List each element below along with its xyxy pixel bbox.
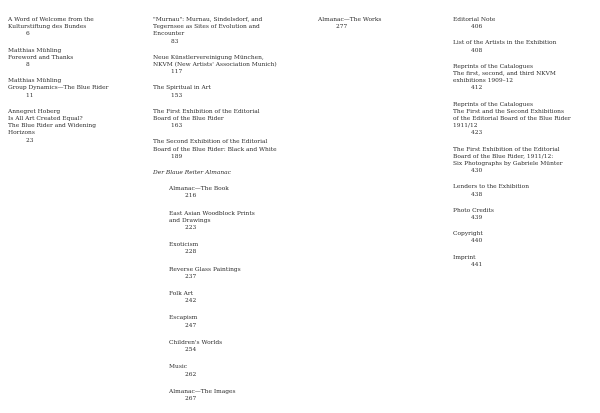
toc-section-heading: Der Blaue Reiter Almanac bbox=[153, 170, 231, 177]
toc-subentries bbox=[153, 186, 293, 403]
toc-subentry bbox=[169, 291, 293, 305]
toc-entry bbox=[453, 184, 593, 198]
toc-entry-title: East Asian Woodblock Prints and Drawings bbox=[169, 210, 255, 224]
toc-entry-page: 117 bbox=[171, 69, 183, 76]
toc-entry-page: 216 bbox=[185, 193, 197, 200]
toc-entry-title: Reverse Glass Paintings bbox=[169, 266, 241, 273]
toc-entry-page: 163 bbox=[171, 123, 183, 130]
toc-entry bbox=[8, 78, 148, 100]
toc-subentry bbox=[169, 211, 293, 233]
toc-entry-title: The Spiritual in Art bbox=[153, 85, 211, 92]
toc-entry bbox=[153, 139, 293, 161]
toc-entry bbox=[453, 17, 593, 31]
toc-entry-title: Reprints of the Catalogues The first, second, and third NKVM exhibitions 1909–12 bbox=[453, 63, 556, 85]
toc-entry bbox=[453, 147, 593, 176]
toc-subentry bbox=[169, 340, 293, 354]
toc-subentry bbox=[169, 364, 293, 378]
toc-entry bbox=[153, 55, 293, 77]
toc-entry-title: "Murnau": Murnau, Sindelsdorf, and Tegernsee as Sites of Evolution and Encounter bbox=[153, 17, 263, 38]
toc-entry-page: 440 bbox=[471, 238, 483, 245]
toc-entry-page: 228 bbox=[185, 249, 197, 256]
toc-entry-title: List of the Artists in the Exhibition bbox=[453, 40, 557, 47]
toc-entry-title: Folk Art bbox=[169, 291, 194, 298]
toc-subentry bbox=[169, 242, 293, 256]
toc-column-1 bbox=[8, 17, 148, 154]
toc-entry-title: The First Exhibition of the Editorial Board of the Blue Rider bbox=[153, 108, 260, 123]
toc-entry-page: 6 bbox=[26, 31, 30, 38]
toc-entry-page: 242 bbox=[185, 298, 197, 305]
toc-entry-title: Almanac—The Works bbox=[318, 17, 382, 23]
toc-entry bbox=[453, 231, 593, 245]
toc-entry-title: Escapism bbox=[169, 315, 198, 322]
toc-entry-title: Lenders to the Exhibition bbox=[453, 184, 530, 191]
toc-entry-page: 412 bbox=[471, 85, 483, 92]
toc-entry-title: Children's Worlds bbox=[169, 339, 223, 346]
toc-entry-page: 237 bbox=[185, 273, 197, 280]
toc-entry-page: 438 bbox=[471, 191, 483, 198]
toc-entry-title: Imprint bbox=[453, 254, 476, 261]
toc-entry bbox=[453, 208, 593, 222]
toc-entry-page: 189 bbox=[171, 153, 183, 160]
toc-entry-page: 83 bbox=[171, 38, 179, 45]
toc-entry-title: Almanac—The Book bbox=[169, 186, 229, 193]
toc-entry-title: Annegret Hoberg Is All Art Created Equal? The Blue Rider and Widening Horizons bbox=[8, 108, 96, 137]
toc-entry bbox=[8, 48, 148, 70]
toc-subentry bbox=[169, 186, 293, 200]
toc-entry-page: 8 bbox=[26, 62, 30, 69]
toc-entry bbox=[453, 64, 593, 93]
toc-entry bbox=[453, 40, 593, 54]
toc-entry-page: 441 bbox=[471, 261, 483, 268]
toc-entry-page: 408 bbox=[471, 47, 483, 54]
toc-column-3 bbox=[318, 17, 458, 40]
toc-entry-page: 406 bbox=[471, 24, 483, 31]
toc-entry-page: 277 bbox=[336, 24, 348, 31]
toc-entry-title: Neue Künstlervereinigung München, NKVM (New Artists' Association Munich) bbox=[153, 54, 277, 69]
toc-entry-title: Photo Credits bbox=[453, 207, 494, 214]
toc-entry-title: Music bbox=[169, 364, 188, 371]
toc-entry-title: A Word of Welcome from the Kulturstiftung des Bundes bbox=[8, 17, 94, 31]
toc-entry bbox=[153, 17, 293, 46]
toc-entry-page: 262 bbox=[185, 371, 197, 378]
toc-entry bbox=[453, 102, 593, 138]
toc-entry-title: Exoticism bbox=[169, 242, 199, 249]
toc-entry-page: 430 bbox=[471, 168, 483, 175]
toc-column-2 bbox=[153, 17, 293, 413]
toc-entry bbox=[318, 17, 458, 31]
toc-entry-title: Reprints of the Catalogues The First and the Second Exhibitions of the Editorial Board of the Blue Rider 1911/12 bbox=[453, 101, 571, 130]
toc-entry bbox=[8, 109, 148, 145]
toc-entry-page: 23 bbox=[26, 137, 34, 144]
toc-entry-title: The Second Exhibition of the Editorial Board of the Blue Rider: Black and White bbox=[153, 139, 277, 153]
toc-column-4 bbox=[453, 17, 593, 278]
toc-entry-title: Matthias Mühling Group Dynamics—The Blue Rider bbox=[8, 78, 109, 92]
toc-entry-title: Matthias Mühling Foreword and Thanks bbox=[8, 47, 74, 61]
toc-subentry bbox=[169, 389, 293, 403]
toc-entry-title: Editorial Note bbox=[453, 17, 496, 23]
toc-entry-page: 11 bbox=[26, 92, 34, 99]
toc-subentry bbox=[169, 267, 293, 281]
toc-entry-page: 247 bbox=[185, 322, 197, 329]
toc-entry-page: 153 bbox=[171, 92, 183, 99]
toc-entry-title: Copyright bbox=[453, 231, 483, 238]
toc-subentry bbox=[169, 315, 293, 329]
toc-entry-page: 439 bbox=[471, 215, 483, 222]
toc-entry-page: 254 bbox=[185, 347, 197, 354]
toc-entry-page: 267 bbox=[185, 395, 197, 402]
toc-entry-title: Almanac—The Images bbox=[169, 388, 236, 395]
toc-entry-page: 423 bbox=[471, 130, 483, 137]
toc-entry-title: The First Exhibition of the Editorial Board of the Blue Rider, 1911/12: Six Photographs by Gabriele Münter bbox=[453, 146, 563, 168]
toc-entry bbox=[8, 17, 148, 39]
toc-entry bbox=[453, 255, 593, 269]
toc-entry-page: 223 bbox=[185, 225, 197, 232]
toc-entry bbox=[153, 85, 293, 99]
toc-entry bbox=[153, 109, 293, 131]
